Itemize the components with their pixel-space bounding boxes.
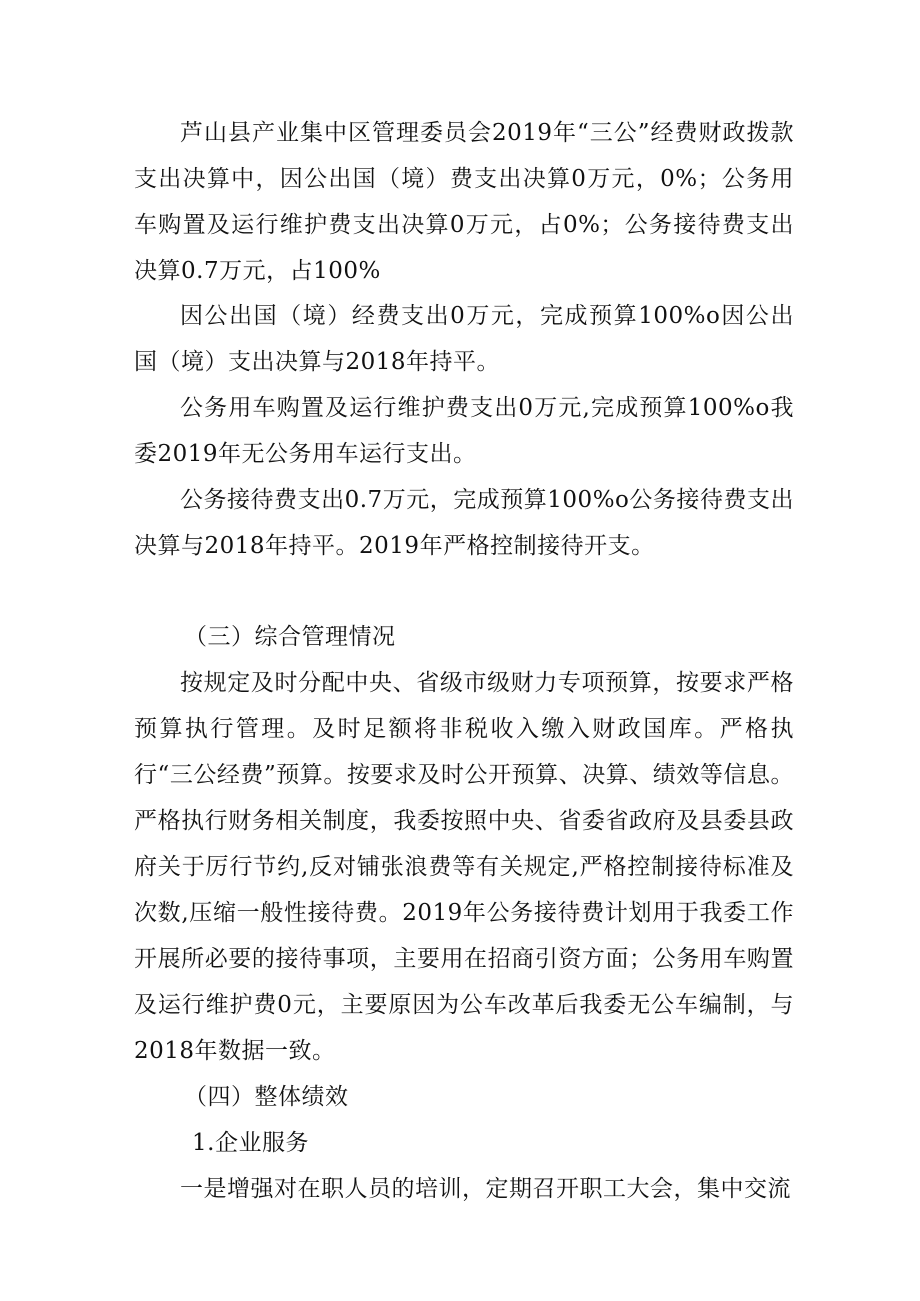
section-heading-overall-performance: （四）整体绩效 <box>184 1084 349 1110</box>
paragraph-reception-expense: 公务接待费支出0.7万元，完成预算100%o公务接待费支出决算与2018年持平。2019年严格控制接待开支。 <box>134 487 794 559</box>
list-item-enterprise-service: 1.企业服务 <box>192 1130 309 1156</box>
paragraph-overseas-expense: 因公出国（境）经费支出0万元，完成预算100%o因公出国（境）支出决算与2018年持平。 <box>134 303 794 375</box>
paragraph-training: 一是增强对在职人员的培训，定期召开职工大会，集中交流 <box>180 1176 791 1202</box>
paragraph-three-public-summary: 芦山县产业集中区管理委员会2019年“三公”经费财政拨款支出决算中，因公出国（境）费支出决算0万元，0%；公务用车购置及运行维护费支出决算0万元，占0%；公务接待费支出决算0.7万元，占100% <box>134 120 794 284</box>
paragraph-vehicle-expense: 公务用车购置及运行维护费支出0万元,完成预算100%o我委2019年无公务用车运行支出。 <box>134 395 794 467</box>
section-heading-comprehensive-management: （三）综合管理情况 <box>184 624 396 650</box>
paragraph-comprehensive-management: 按规定及时分配中央、省级市级财力专项预算，按要求严格预算执行管理。及时足额将非税收入缴入财政国库。严格执行“三公经费”预算。按要求及时公开预算、决算、绩效等信息。严格执行财务相关制度，我委按照中央、省委省政府及县委县政府关于厉行节约,反对铺张浪费等有关规定,严格控制接待标准及次数,压缩一般性接待费。2019年公务接待费计划用于我委工作开展所必要的接待事项，主要用在招商引资方面；公务用车购置及运行维护费0元，主要原因为公车改革后我委无公车编制，与2018年数据一致。 <box>134 670 794 1064</box>
